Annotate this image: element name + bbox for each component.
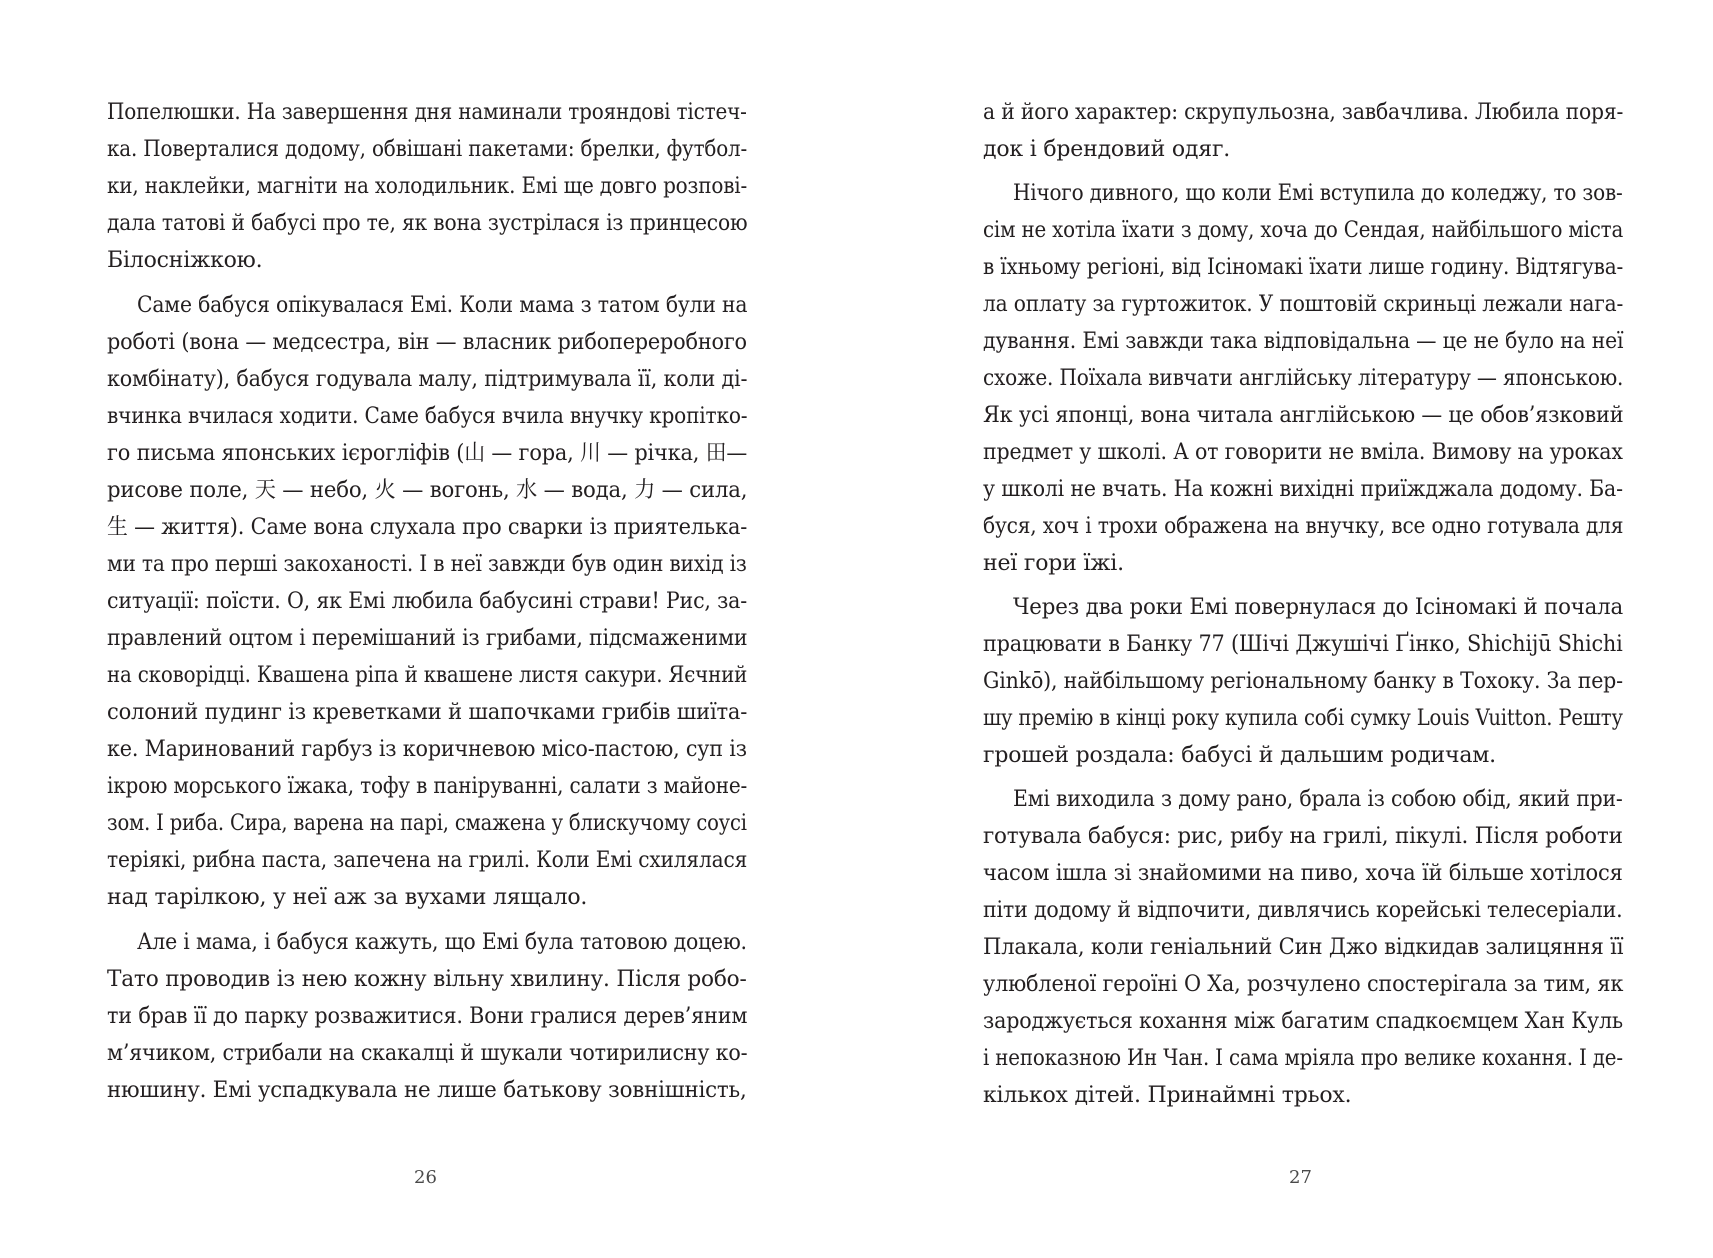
right-line: неї гори їжі. <box>983 551 1124 576</box>
right-line: ла оплату за гуртожиток. У поштовій скриньці лежали нага- <box>983 292 1624 317</box>
left-line: на сковорідці. Квашена ріпа й квашене листя сакури. Яєчний <box>107 663 748 688</box>
right-line: піти додому й відпочити, дивлячись корейські телесеріали. <box>983 898 1623 923</box>
right-line: Ginkō), найбільшому регіональному банку в Тохоку. За пер- <box>983 669 1623 694</box>
left-line: Але і мама, і бабуся кажуть, що Емі була татовою доцею. <box>137 930 747 955</box>
left-line: ти брав її до парку розважитися. Вони гралися дерев’яним <box>107 1004 748 1029</box>
right-line: сім не хотіла їхати з дому, хоча до Сендая, найбільшого міста <box>983 218 1624 243</box>
page-number-right: 27 <box>1289 1167 1312 1188</box>
page-number-left: 26 <box>414 1167 437 1188</box>
left-line: ки, наклейки, магніти на холодильник. Емі ще довго розпові- <box>107 174 748 199</box>
left-line: ке. Маринований гарбуз із коричневою місо-пастою, суп із <box>107 737 747 762</box>
right-line: улюбленої героїні О Ха, розчулено спостерігала за тим, як <box>983 972 1624 997</box>
left-line: Білосніжкою. <box>107 248 263 273</box>
left-line: м’ячиком, стрибали на скакалці й шукали чотирилисну ко- <box>107 1041 748 1066</box>
left-line: зом. І риба. Сира, варена на парі, смажена у блискучому соусі <box>107 811 747 836</box>
right-line: часом ішла зі знайомими на пиво, хоча їй більше хотілося <box>983 861 1623 886</box>
left-line: комбінату), бабуся годувала малу, підтримувала її, коли ді- <box>107 367 748 392</box>
right-line: в їхньому регіоні, від Ісіномакі їхати лише годину. Відтягува- <box>983 255 1624 280</box>
left-line: над тарілкою, у неї аж за вухами лящало. <box>107 885 588 910</box>
left-line: Тато проводив із нею кожну вільну хвилину. Після робо- <box>107 967 747 992</box>
left-line: 生 — життя). Саме вона слухала про сварки із приятелька- <box>107 515 748 540</box>
left-line: теріякі, рибна паста, запечена на грилі. Коли Емі схилялася <box>107 848 748 873</box>
left-line: го письма японських ієрогліфів (山 — гора, 川 — річка, 田— <box>107 441 748 466</box>
left-line: Саме бабуся опікувалася Емі. Коли мама з татом були на <box>137 293 748 318</box>
left-line: ситуації: поїсти. О, як Емі любила бабусині страви! Рис, за- <box>107 589 748 614</box>
right-line: схоже. Поїхала вивчати англійську літературу — японською. <box>983 366 1624 391</box>
right-line: у школі не вчать. На кожні вихідні приїжджала додому. Ба- <box>983 477 1623 502</box>
left-line: дала татові й бабусі про те, як вона зустрілася із принцесою <box>107 211 748 236</box>
left-line: правлений оцтом і перемішаний із грибами, підсмаженими <box>107 626 748 651</box>
right-line: грошей роздала: бабусі й дальшим родичам. <box>983 743 1496 768</box>
left-line: роботі (вона — медсестра, він — власник рибопереробного <box>107 330 747 355</box>
left-line: ка. Поверталися додому, обвішані пакетами: брелки, футбол- <box>107 137 748 162</box>
right-line: Емі виходила з дому рано, брала із собою обід, який при- <box>1013 787 1623 812</box>
left-line: рисове поле, 天 — небо, 火 — вогонь, 水 — вода, 力 — сила, <box>107 478 748 503</box>
right-line: готувала бабуся: рис, рибу на грилі, пікулі. Після роботи <box>983 824 1623 849</box>
right-line: Через два роки Емі повернулася до Ісіномакі й почала <box>1013 595 1624 620</box>
right-line: а й його характер: скрупульозна, завбачлива. Любила поря- <box>983 100 1624 125</box>
left-line: нюшину. Емі успадкувала не лише батькову зовнішність, <box>107 1078 747 1103</box>
left-line: солоний пудинг із креветками й шапочками грибів шиїта- <box>107 700 748 725</box>
left-line: вчинка вчилася ходити. Саме бабуся вчила внучку кропітко- <box>107 404 748 429</box>
right-line: Як усі японці, вона читала англійською — це обов’язковий <box>983 403 1624 428</box>
right-line: кількох дітей. Принаймні трьох. <box>983 1083 1352 1108</box>
left-line: ікрою морського їжака, тофу в паніруванні, салати з майоне- <box>107 774 748 799</box>
right-line: Плакала, коли геніальний Син Джо відкидав залицяння її <box>983 935 1624 960</box>
right-line: зароджується кохання між багатим спадкоємцем Хан Куль <box>983 1009 1623 1034</box>
left-line: ми та про перші закоханості. І в неї завжди був один вихід із <box>107 552 747 577</box>
right-line: шу премію в кінці року купила собі сумку Louis Vuitton. Решту <box>983 706 1623 731</box>
right-line: працювати в Банку 77 (Шічі Джушічі Ґінко, Shichijū Shichi <box>983 632 1623 657</box>
right-line: Нічого дивного, що коли Емі вступила до коледжу, то зов- <box>1013 181 1623 206</box>
left-line: Попелюшки. На завершення дня наминали трояндові тістеч- <box>107 100 747 125</box>
right-line: док і брендовий одяг. <box>983 137 1231 162</box>
right-line: і непоказною Ин Чан. І сама мріяла про велике кохання. І де- <box>983 1046 1623 1071</box>
right-line: предмет у школі. А от говорити не вміла. Вимову на уроках <box>983 440 1623 465</box>
right-line: дування. Емі завжди така відповідальна — це не було на неї <box>983 329 1624 354</box>
right-line: буся, хоч і трохи ображена на внучку, все одно готувала для <box>983 514 1624 539</box>
